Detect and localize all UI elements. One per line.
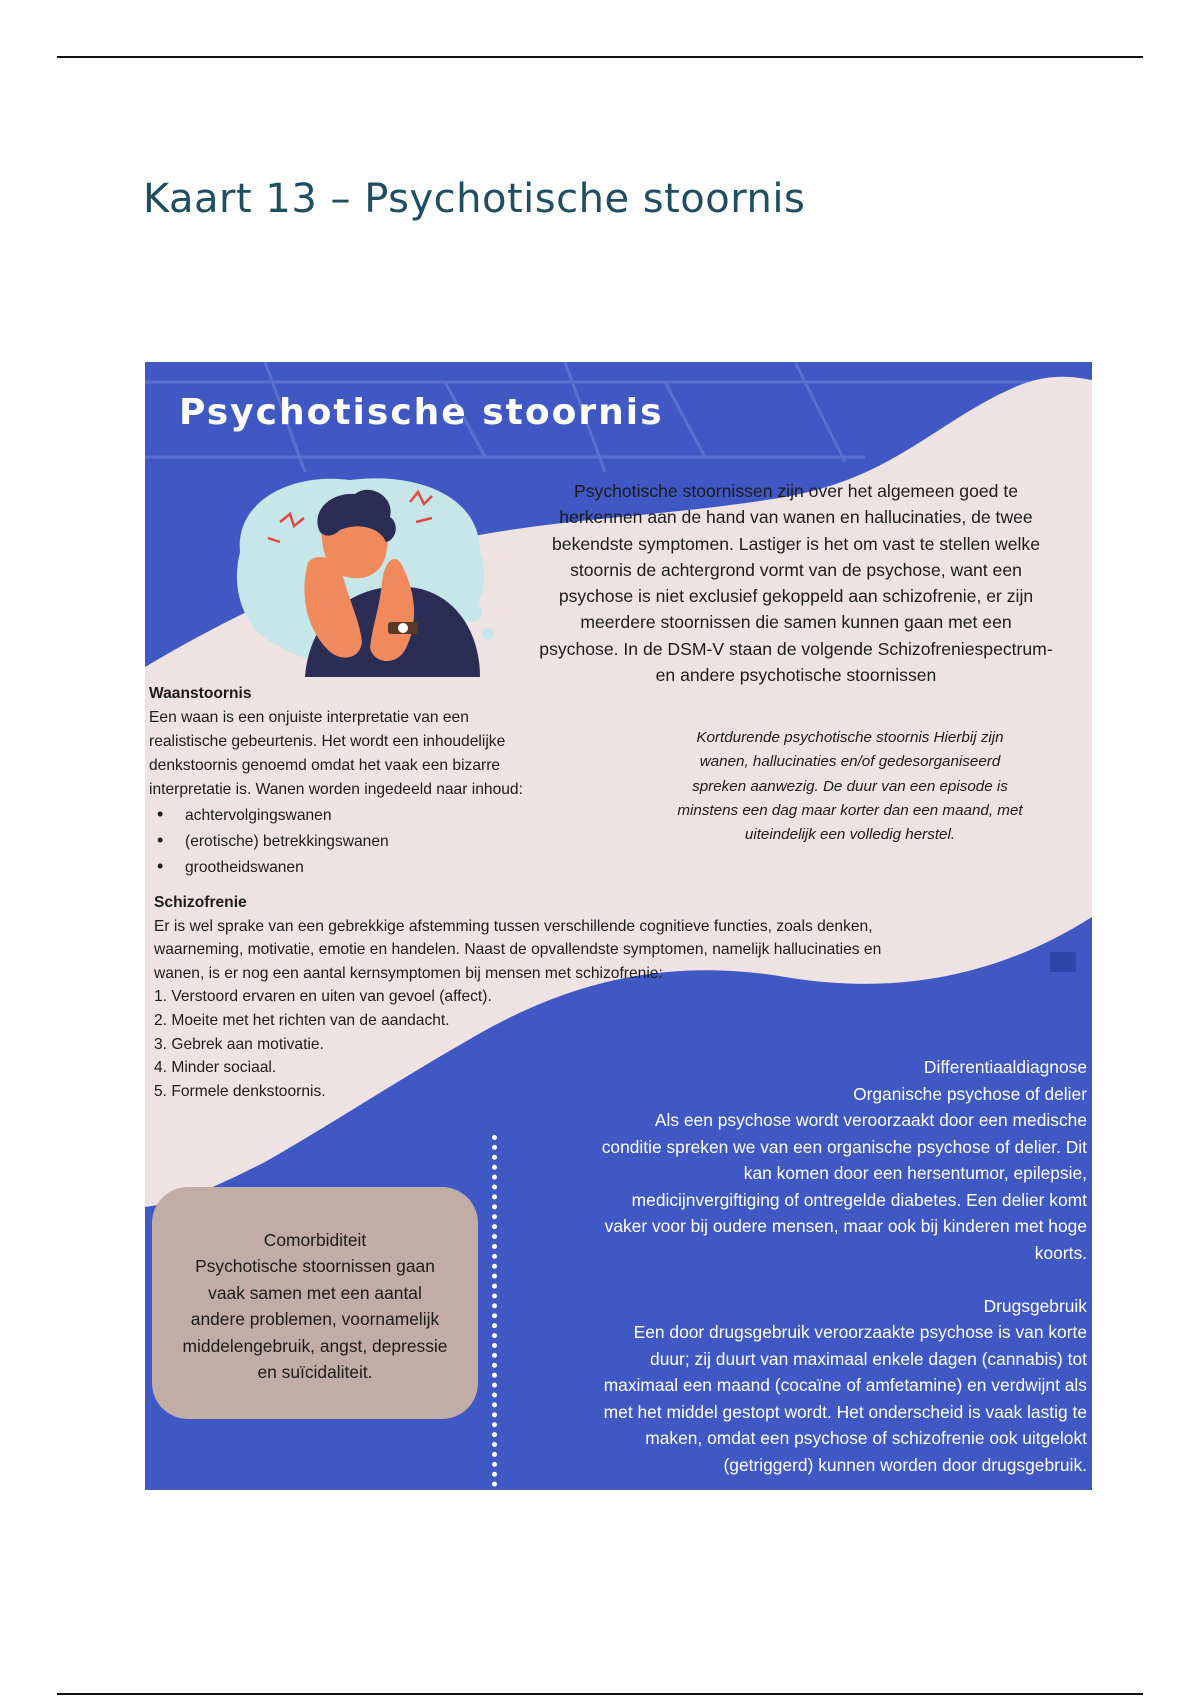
list-item: • achtervolgingswanen <box>157 804 332 824</box>
waanstoornis-section: Waanstoornis Een waan is een onjuiste interpretatie van een realistische gebeurtenis. Het wordt een inhoudelijke denkstoornis genoemd omdat het vaak een bizarre interpretatie is. Wanen worden ingedeeld naar inhoud: • achtervolgingswanen • (erotische) betrekkingswanen • grootheidswanen <box>149 682 619 880</box>
comorbiditeit-heading: Comorbiditeit <box>263 1230 367 1250</box>
schizofrenie-heading: Schizofrenie <box>154 894 247 911</box>
poster <box>145 362 1092 1490</box>
poster-title: Psychotische stoornis <box>179 392 664 433</box>
list-item: • (erotische) betrekkingswanen <box>157 830 389 850</box>
list-item: 4. Minder sociaal. <box>154 1059 277 1077</box>
intro-text: Psychotische stoornissen zijn over het algemeen goed te herkennen aan de hand van wanen en hallucinaties, de twee bekendste symptomen. Lastiger is het om vast te stellen welke stoornis de achtergrond vormt van de psychose, want een psychose is niet exclusief gekoppeld aan schizofrenie, er zijn meerdere stoornissen die samen kunnen gaan met een psychose. In de DSM-V staan de volgende Schizofreniespectrum- en andere psychotische stoornissen <box>539 481 1053 686</box>
person-holding-head-icon <box>210 462 510 677</box>
comorbiditeit-text: Comorbiditeit Psychotische stoornissen gaan vaak samen met een aantal andere problemen, voornamelijk middelengebruik, angst, depressie en suïcidaliteit. <box>152 1227 478 1385</box>
page-title: Kaart 13 – Psychotische stoornis <box>143 176 806 222</box>
list-item: • grootheidswanen <box>157 856 304 876</box>
header-rule <box>57 56 1143 58</box>
list-item: 3. Gebrek aan motivatie. <box>154 1035 324 1053</box>
list-item: 5. Formele denkstoornis. <box>154 1082 326 1100</box>
footer-rule <box>57 1693 1143 1695</box>
comorbiditeit-box <box>152 1187 478 1419</box>
kortdurend-section: Kortdurende psychotische stoornis Hierbij zijn wanen, hallucinaties en/of gedesorganiseerd spreken aanwezig. De duur van een episode is minstens een dag maar korter dan een maand, met uiteindelijk een volledig herstel. <box>677 729 1023 844</box>
wanen-list <box>149 802 619 880</box>
list-item: 2. Moeite met het richten van de aandacht. <box>154 1011 450 1029</box>
organische-psychose-heading: Organische psychose of delier <box>853 1083 1087 1104</box>
differentiaaldiagnose-section: Differentiaaldiagnose Organische psychose of delier Als een psychose wordt veroorzaakt door een medische conditie spreken we van een organische psychose of delier. Dit kan komen door een hersentumor, epilepsie, medicijnvergiftiging of ontregelde diabetes. Een delier komt vaker voor bij oudere mensen, maar ook bij kinderen met hoge koorts. Drugsgebruik Een door drugsgebruik veroorzaakte psychose is van korte duur; zij duurt van maximaal enkele dagen (cannabis) tot maximaal een maand (cocaïne of amfetamine) en verdwijnt als met het middel gestopt wordt. Het onderscheid is vaak lastig te maken, omdat een psychose of schizofrenie ook uitgelokt (getriggerd) kunnen worden door drugsgebruik. <box>515 1054 1087 1478</box>
drugsgebruik-heading: Drugsgebruik <box>983 1295 1087 1316</box>
waanstoornis-heading: Waanstoornis <box>149 685 252 702</box>
list-item: 1. Verstoord ervaren en uiten van gevoel (affect). <box>154 988 492 1006</box>
schizofrenie-section: Schizofrenie Er is wel sprake van een gebrekkige afstemming tussen verschillende cognitieve functies, zoals denken, waarneming, motivatie, emotie en handelen. Naast de opvallendste symptomen, namelijk hallucinaties en wanen, is er nog een aantal kernsymptomen bij mensen met schizofrenie: 1. Verstoord ervaren en uiten van gevoel (affect). 2. Moeite met het richten van de aandacht. 3. Gebrek aan motivatie. 4. Minder sociaal. 5. Formele denkstoornis. <box>154 891 1014 1103</box>
dotted-divider <box>492 1135 497 1487</box>
differentiaaldiagnose-heading: Differentiaaldiagnose <box>923 1057 1087 1077</box>
